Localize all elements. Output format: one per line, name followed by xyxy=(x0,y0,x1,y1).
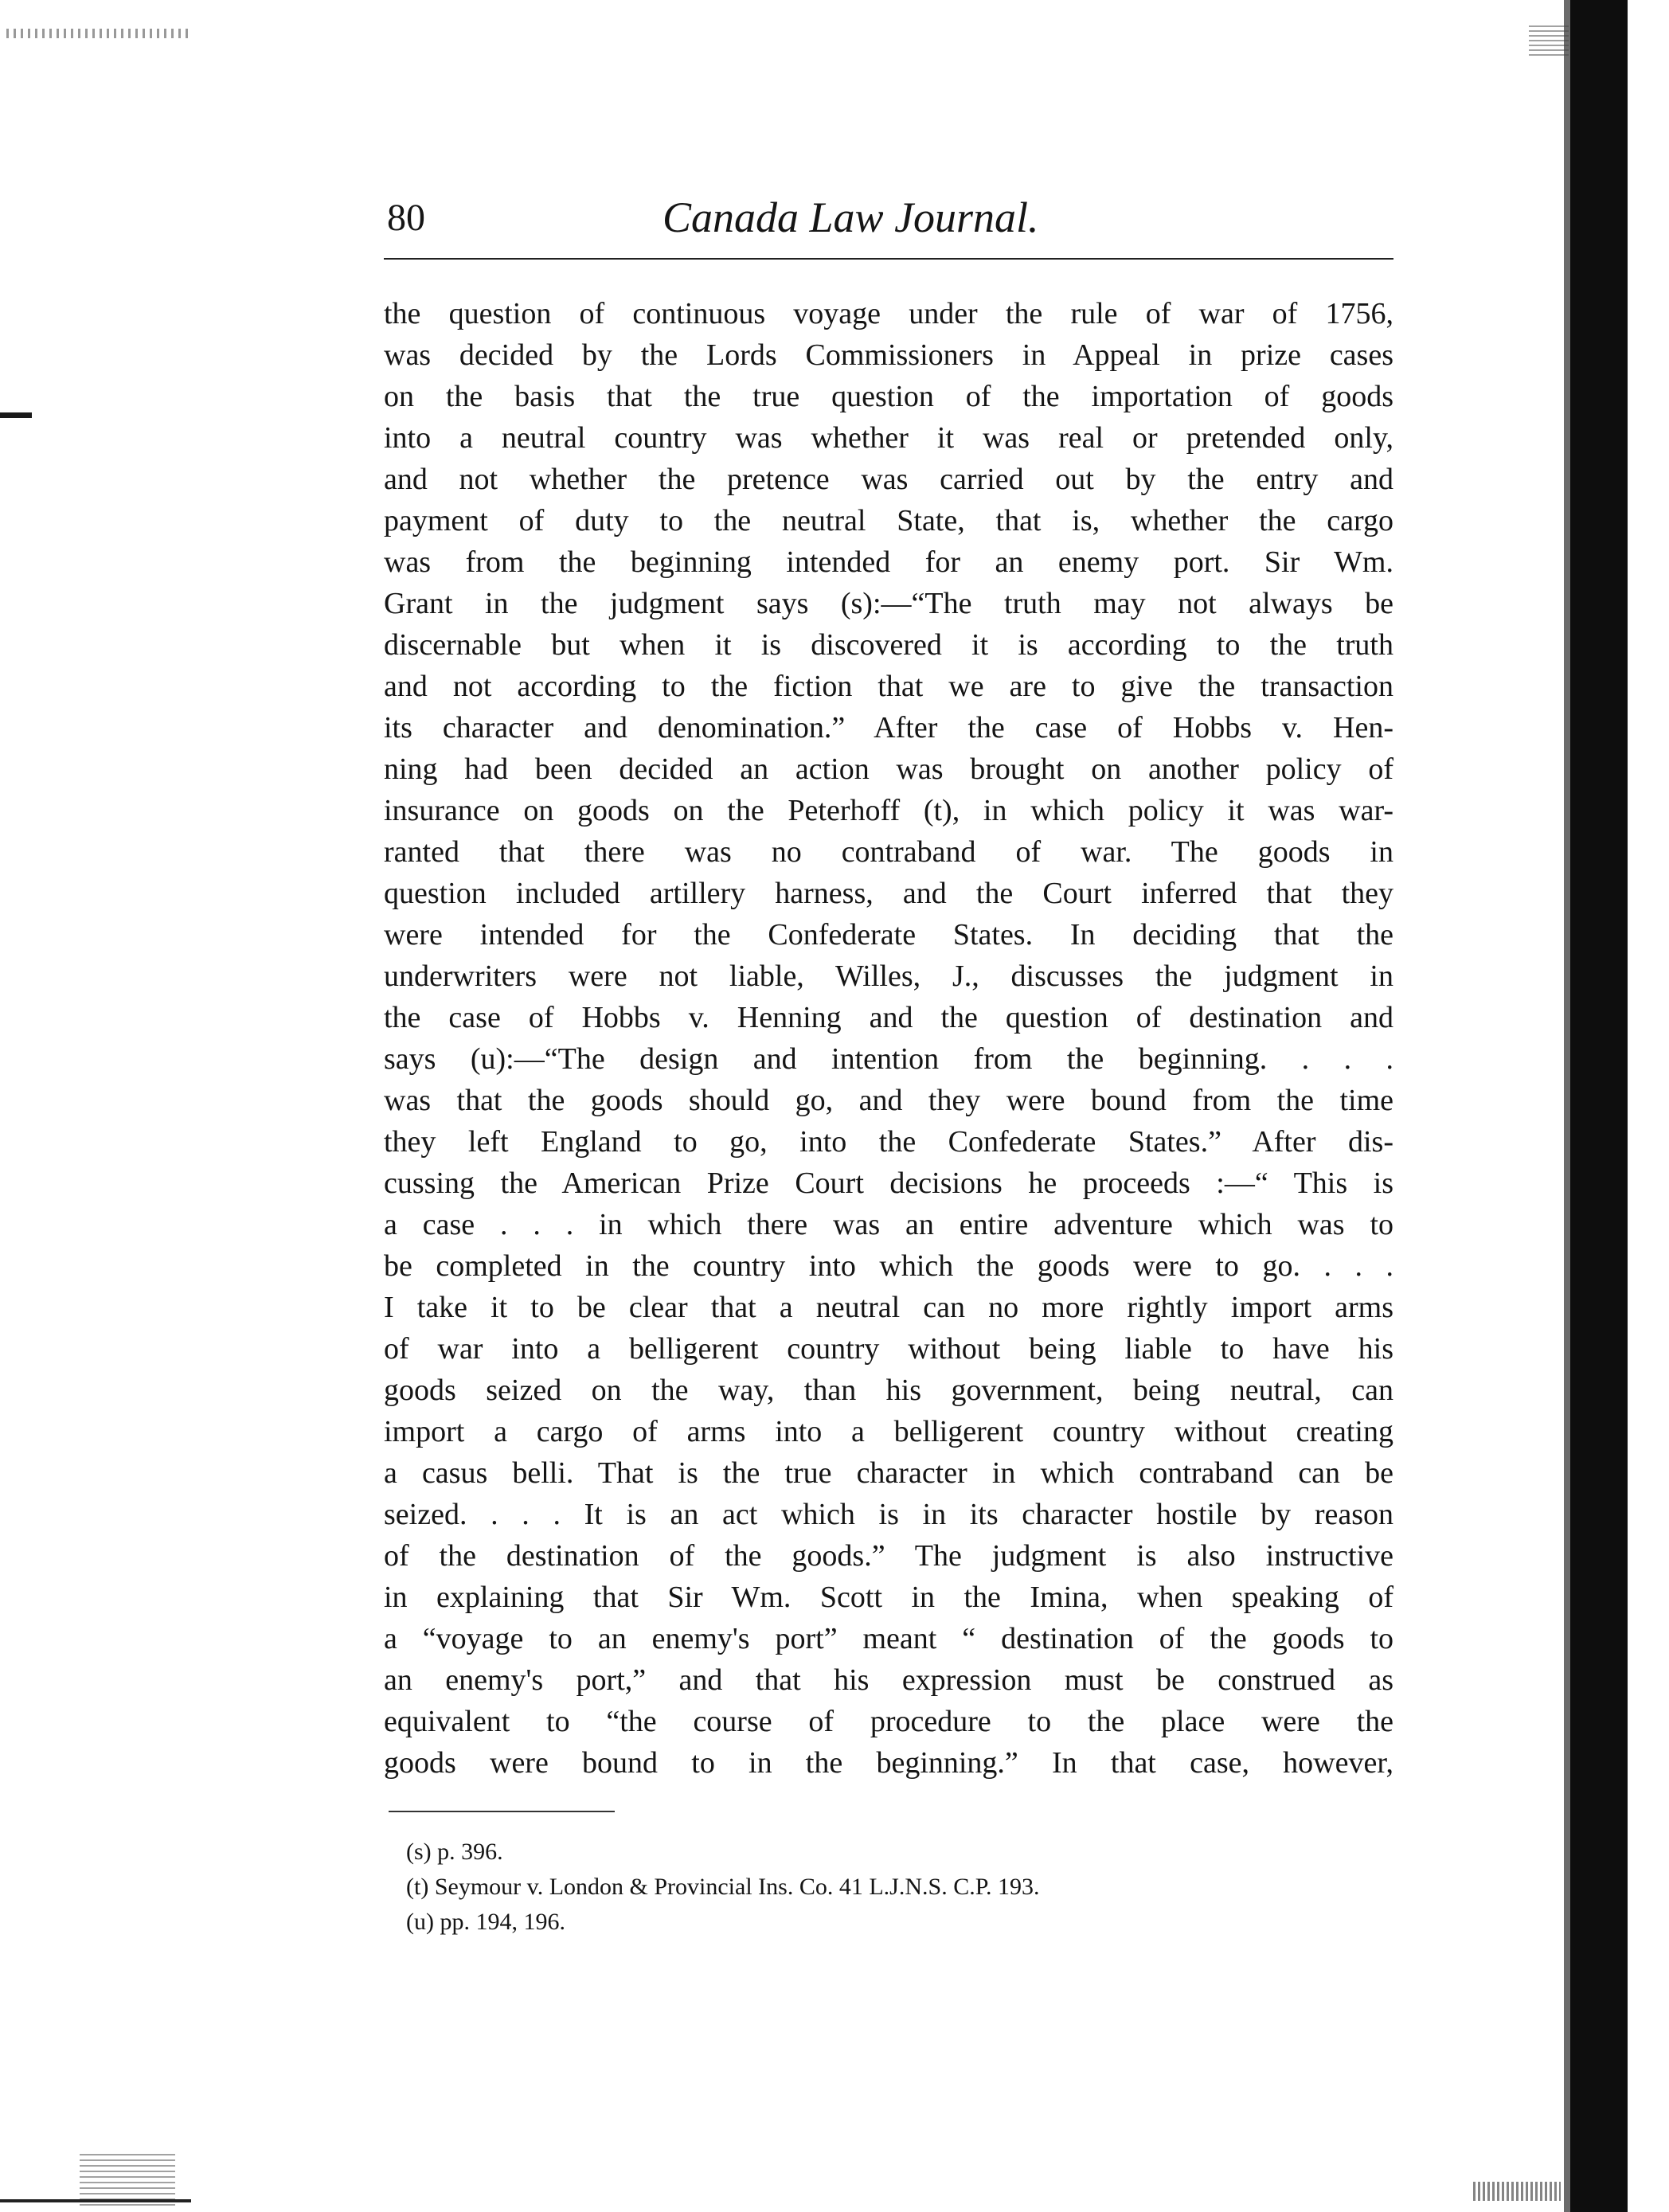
body-line: a casus belli. That is the true character in which contraband can be xyxy=(384,1456,1393,1490)
body-line: says (u):—“The design and intention from the beginning. . . . xyxy=(384,1042,1393,1076)
body-line: a case . . . in which there was an entire adventure which was to xyxy=(384,1208,1393,1241)
body-line: in explaining that Sir Wm. Scott in the Imina, when speaking of xyxy=(384,1581,1393,1614)
body-line: the case of Hobbs v. Henning and the question of destination and xyxy=(384,1001,1393,1034)
body-line: seized. . . . It is an act which is in its character hostile by reason xyxy=(384,1498,1393,1531)
body-line: question included artillery harness, and the Court inferred that they xyxy=(384,877,1393,910)
scan-black-band xyxy=(1570,0,1628,2212)
scan-outer-margin xyxy=(1628,0,1669,2212)
footnote-rule xyxy=(389,1811,615,1812)
body-line: a “voyage to an enemy's port” meant “ destination of the goods to xyxy=(384,1622,1393,1655)
body-line: and not according to the fiction that we are to give the transaction xyxy=(384,670,1393,703)
running-head xyxy=(384,191,1393,255)
scan-noise-bottom-left xyxy=(80,2150,175,2206)
scan-noise-top-left xyxy=(6,29,190,38)
body-line: they left England to go, into the Confederate States.” After dis- xyxy=(384,1125,1393,1159)
body-line: equivalent to “the course of procedure to the place were the xyxy=(384,1705,1393,1738)
body-line: underwriters were not liable, Willes, J., discusses the judgment in xyxy=(384,959,1393,993)
body-line: ning had been decided an action was brought on another policy of xyxy=(384,752,1393,786)
body-line: was that the goods should go, and they were bound from the time xyxy=(384,1084,1393,1117)
scan-left-mark xyxy=(0,412,32,418)
scan-noise-top-right xyxy=(1529,24,1569,56)
body-line: and not whether the pretence was carried out by the entry and xyxy=(384,463,1393,496)
body-line: was from the beginning intended for an enemy port. Sir Wm. xyxy=(384,545,1393,579)
body-line: import a cargo of arms into a belligerent country without creating xyxy=(384,1415,1393,1448)
body-line: into a neutral country was whether it was real or pretended only, xyxy=(384,421,1393,455)
document-page xyxy=(384,191,1393,1935)
body-line: discernable but when it is discovered it is according to the truth xyxy=(384,628,1393,662)
body-line: was decided by the Lords Commissioners in Appeal in prize cases xyxy=(384,338,1393,372)
body-line: cussing the American Prize Court decisions he proceeds :—“ This is xyxy=(384,1167,1393,1200)
body-line: goods seized on the way, than his government, being neutral, can xyxy=(384,1374,1393,1407)
body-line: the question of continuous voyage under the rule of war of 1756, xyxy=(384,297,1393,330)
page-number: 80 xyxy=(387,197,425,239)
footnote: (s) p. 396. xyxy=(406,1839,503,1865)
body-line: were intended for the Confederate States. In deciding that the xyxy=(384,918,1393,952)
body-text xyxy=(384,293,1393,1784)
footnotes xyxy=(406,1835,1393,1940)
footnote: (t) Seymour v. London & Provincial Ins. Co. 41 L.J.N.S. C.P. 193. xyxy=(406,1874,1040,1900)
scan-noise-bottom-right xyxy=(1473,2182,1561,2201)
header-rule xyxy=(384,258,1393,260)
body-line: an enemy's port,” and that his expression must be construed as xyxy=(384,1663,1393,1697)
body-line: be completed in the country into which the goods were to go. . . . xyxy=(384,1249,1393,1283)
scan-border-right xyxy=(1558,0,1669,2212)
body-line: on the basis that the true question of the importation of goods xyxy=(384,380,1393,413)
body-line: of war into a belligerent country without being liable to have his xyxy=(384,1332,1393,1366)
footnote: (u) pp. 194, 196. xyxy=(406,1909,565,1935)
body-line: Grant in the judgment says (s):—“The truth may not always be xyxy=(384,587,1393,620)
body-line: payment of duty to the neutral State, that is, whether the cargo xyxy=(384,504,1393,537)
scan-shadow-band xyxy=(1564,0,1570,2212)
body-line: insurance on goods on the Peterhoff (t), in which policy it was war- xyxy=(384,794,1393,827)
journal-title: Canada Law Journal. xyxy=(663,193,1039,241)
body-line: ranted that there was no contraband of war. The goods in xyxy=(384,835,1393,869)
body-line: goods were bound to in the beginning.” In that case, however, xyxy=(384,1746,1393,1780)
scan-bottom-left-line xyxy=(0,2199,191,2202)
body-line: I take it to be clear that a neutral can no more rightly import arms xyxy=(384,1291,1393,1324)
body-line: its character and denomination.” After the case of Hobbs v. Hen- xyxy=(384,711,1393,744)
body-line: of the destination of the goods.” The judgment is also instructive xyxy=(384,1539,1393,1573)
